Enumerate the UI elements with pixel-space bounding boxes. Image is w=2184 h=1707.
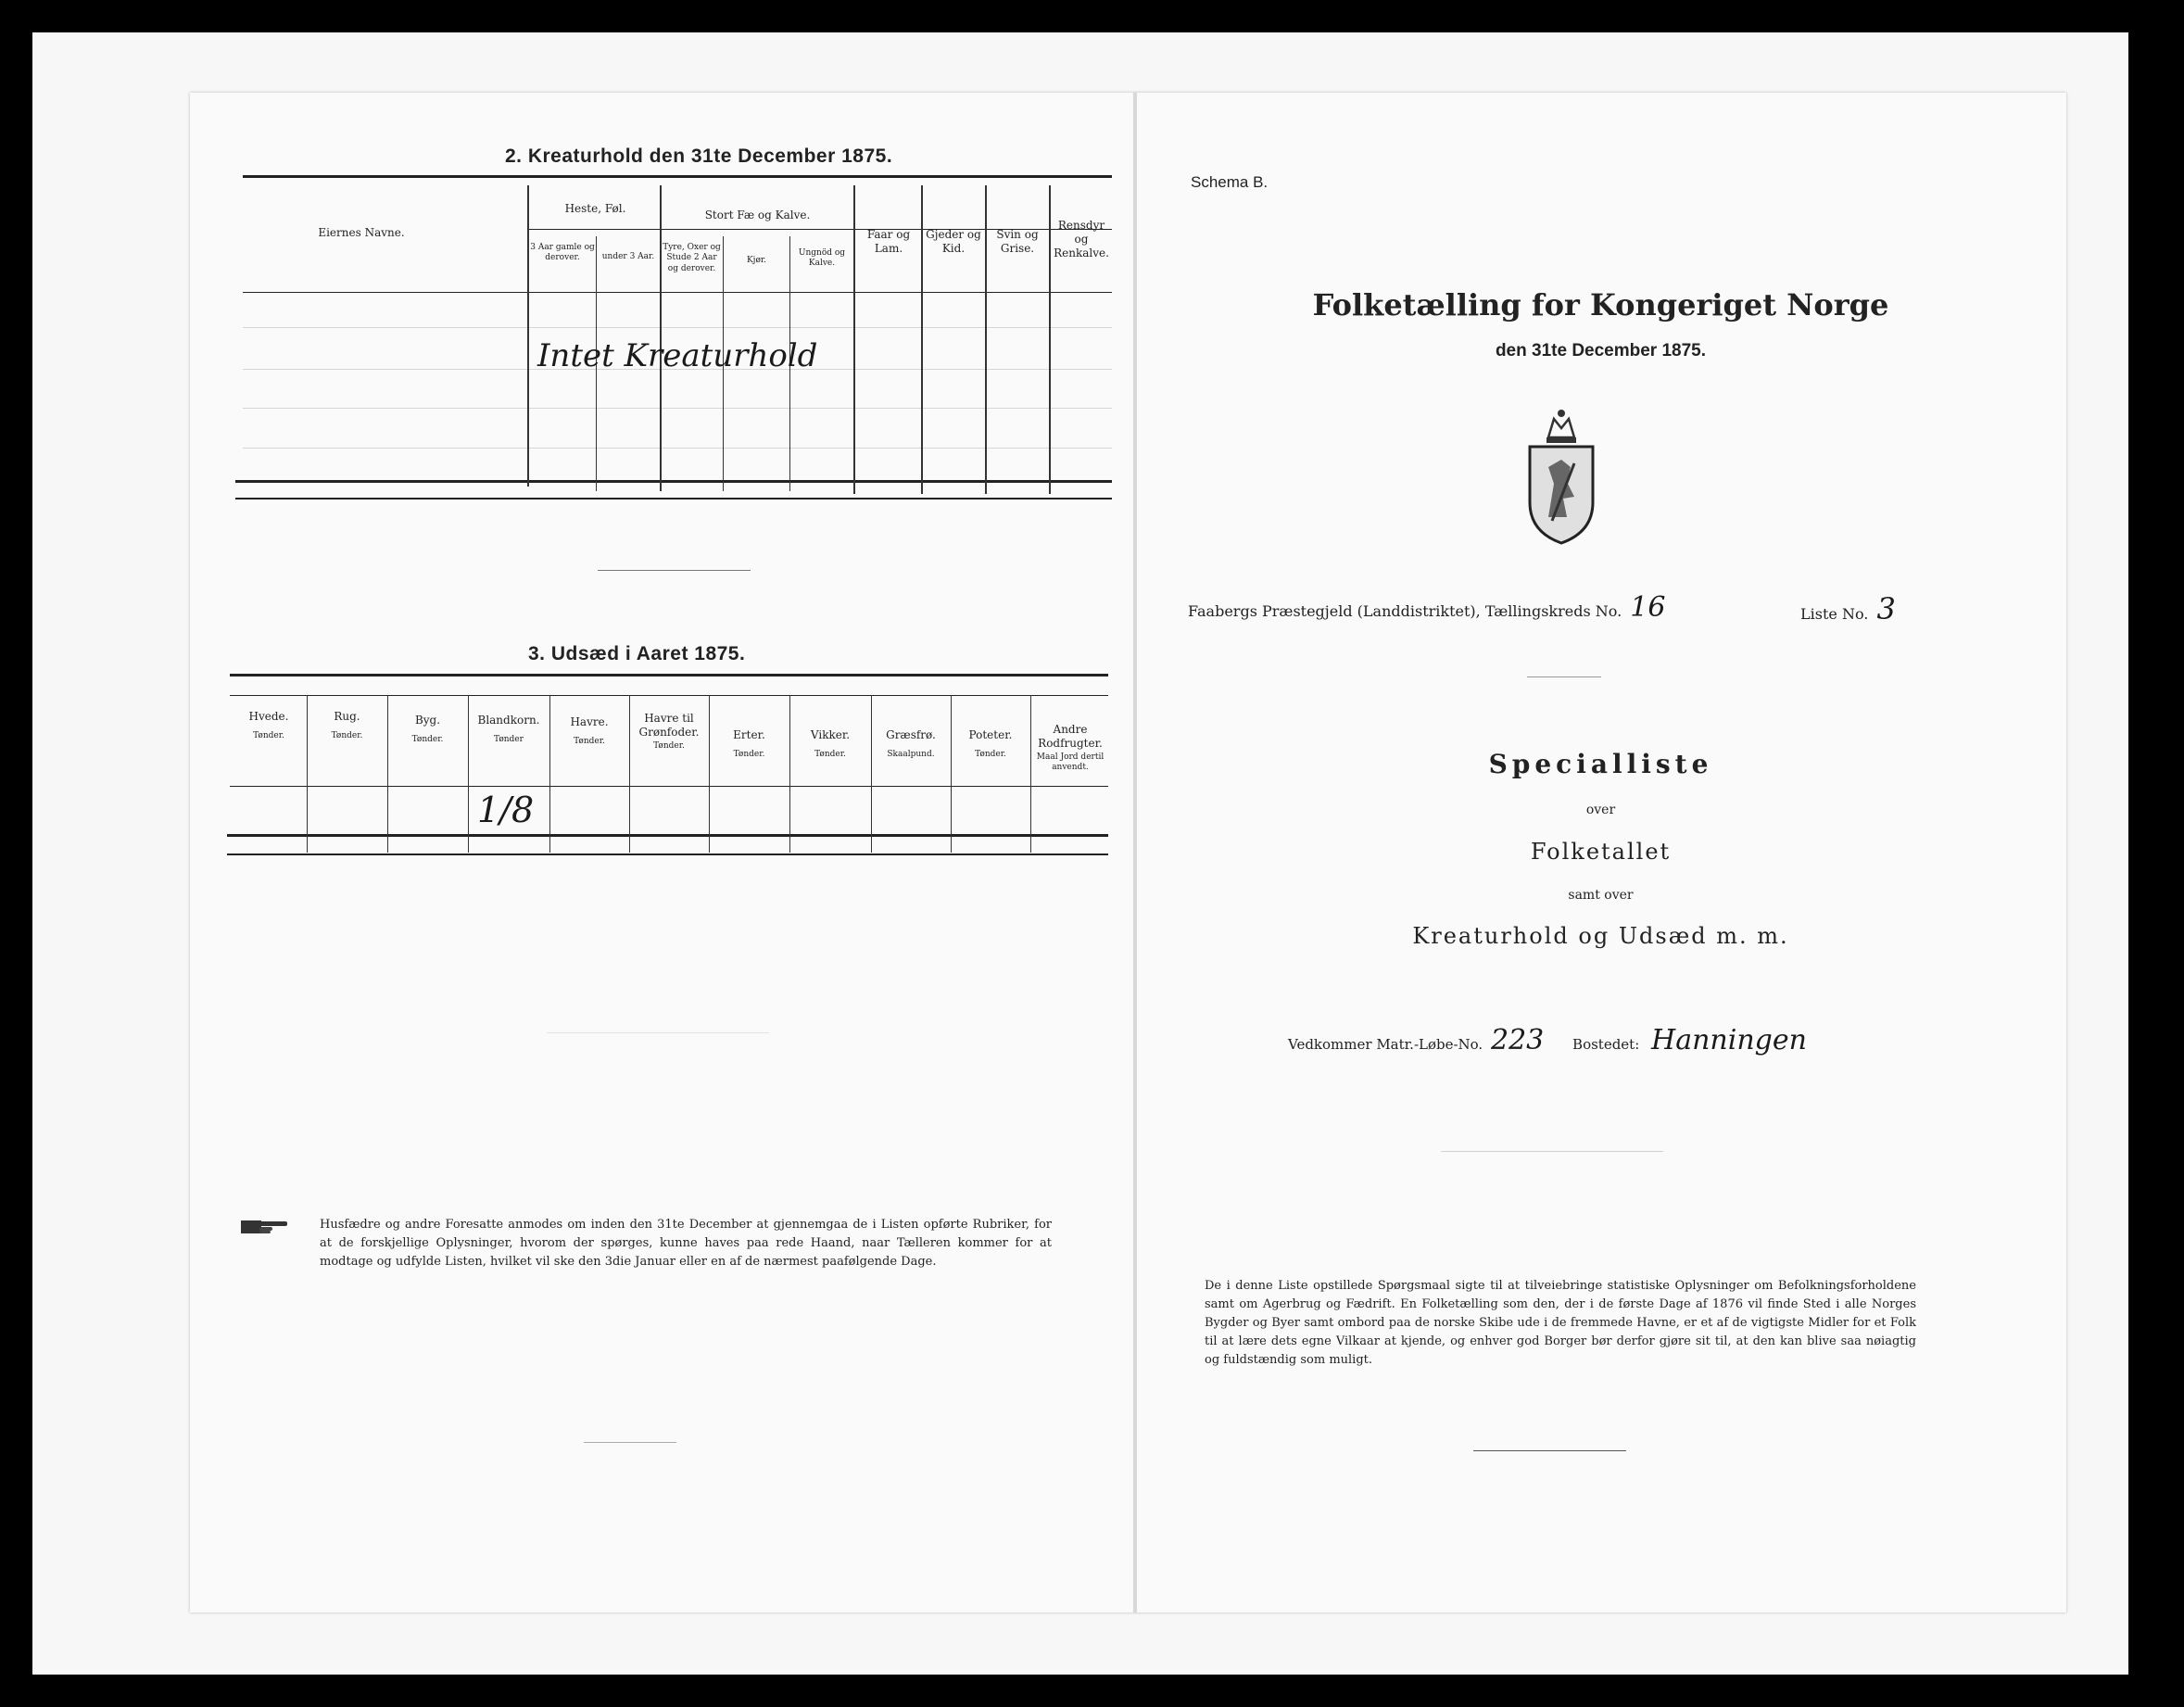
handwritten-intet-kreaturhold: Intet Kreaturhold <box>537 337 818 374</box>
col-divider <box>871 695 872 853</box>
rensdyr-header: Rensdyr og Renkalve. <box>1054 219 1109 259</box>
faar-header: Faar og Lam. <box>866 228 911 255</box>
handwritten-blandkorn-value: 1/8 <box>477 790 535 830</box>
section3-top-rule-2 <box>230 695 1108 696</box>
section2-bottom-rule <box>235 480 1112 483</box>
udsaed-col-erter: Erter. Tønder. <box>733 728 765 759</box>
section3-bottom-rule-2 <box>227 854 1108 855</box>
col-divider <box>1030 695 1031 853</box>
district-label: Faabergs Præstegjeld (Landdistriktet), Tællingskreds No. <box>1188 602 1622 620</box>
col-divider <box>789 695 790 853</box>
handwritten-matr-no: 223 <box>1491 1024 1545 1056</box>
handwritten-bosted: Hanningen <box>1651 1024 1807 1056</box>
section3-top-rule <box>230 674 1108 676</box>
district-line <box>1188 591 1665 624</box>
udsaed-col-havre: Havre. Tønder. <box>570 715 609 746</box>
udsaed-col-byg: Byg. Tønder. <box>411 714 444 744</box>
bosted-label: Bostedet: <box>1572 1036 1640 1053</box>
section2-bottom-rule-2 <box>235 498 1112 499</box>
specialliste-title: Specialliste <box>1488 749 1713 779</box>
handwritten-district-no: 16 <box>1630 591 1666 624</box>
matr-label: Vedkommer Matr.-Løbe-No. <box>1288 1036 1483 1053</box>
separator <box>598 570 751 571</box>
udsaed-col-havre-gronfoder: Havre til Grønfoder. Tønder. <box>638 712 700 751</box>
right-note-text: De i denne Liste opstillede Spørgsmaal sigte til at tilveiebringe statistiske Oplysninger om Befolkningsforholdene samt om Agerbrug og Fædrift. En Folketælling som den, der i de første Dage af 1876 vil finde Sted i alle Norges Bygder og Byer samt ombord paa de norske Skibe ude i de fremmede Havne, er et af de vigtigste Midler for et Folk til at lære dets egne Vilkaar at kjende, og enhver god Borger bør derfor gjøre sit til, at den kan blive saa nøiagtig og fuldstændig som muligt. <box>1205 1279 1916 1367</box>
faint-line <box>1441 1151 1663 1152</box>
section3-bottom-rule <box>227 834 1108 837</box>
schema-label: Schema B. <box>1191 173 1269 191</box>
col-divider <box>951 695 952 853</box>
section3-header-rule <box>230 786 1108 787</box>
norway-coat-of-arms-icon <box>1521 406 1602 547</box>
samt-over-text: samt over <box>1568 888 1634 903</box>
separator <box>584 1442 676 1443</box>
kreaturhold-udsaed-text: Kreaturhold og Udsæd m. m. <box>1412 923 1789 949</box>
section2-row-line <box>243 327 1112 328</box>
heste-header: Heste, Føl. <box>564 202 626 215</box>
udsaed-col-blandkorn: Blandkorn. Tønder <box>477 714 540 744</box>
main-title: Folketælling for Kongeriget Norge <box>1312 287 1889 322</box>
separator <box>1527 676 1601 677</box>
stort-sub-2: Kjør. <box>746 256 767 265</box>
owner-header: Eiernes Navne. <box>318 226 405 239</box>
liste-label: Liste No. <box>1800 605 1869 623</box>
stort-header: Stort Fæ og Kalve. <box>704 209 811 221</box>
heste-sub-1: 3 Aar gamle og derover. <box>530 243 595 263</box>
section2-row-line <box>243 448 1112 449</box>
udsaed-col-poteter: Poteter. Tønder. <box>968 728 1013 759</box>
matr-line <box>1288 1024 1807 1056</box>
udsaed-col-vikker: Vikker. Tønder. <box>810 728 851 759</box>
heste-sub-2: under 3 Aar. <box>601 252 655 261</box>
stort-sub-1: Tyre, Oxer og Stude 2 Aar og derover. <box>663 243 721 273</box>
col-divider <box>527 185 529 487</box>
folketallet-text: Folketallet <box>1530 839 1672 865</box>
svin-header: Svin og Grise. <box>996 228 1039 255</box>
section2-title: 2. Kreaturhold den 31te December 1875. <box>505 145 893 167</box>
faint-line <box>547 1032 769 1033</box>
section3-title: 3. Udsæd i Aaret 1875. <box>528 643 746 664</box>
main-date: den 31te December 1875. <box>1495 341 1707 360</box>
pointing-hand-icon <box>241 1218 289 1236</box>
section2-row-line <box>243 408 1112 409</box>
over-text: over <box>1585 803 1616 817</box>
udsaed-col-graesfro: Græsfrø. Skaalpund. <box>886 728 936 759</box>
udsaed-col-andre: Andre Rodfrugter. Maal Jord dertil anvendt. <box>1036 723 1105 773</box>
col-divider <box>709 695 710 853</box>
notice-text: Husfædre og andre Foresatte anmodes om inden den 31te December at gjennemgaa de i Listen opførte Rubriker, for at de forskjellige Oplysninger, hvorom der spørges, kunne haves paa rede Haand, naar Tælleren kommer for at modtage og udfylde Listen, hvilket vil ske den 3die Januar eller en af de nærmest paafølgende Dage. <box>320 1218 1052 1269</box>
separator <box>1473 1450 1626 1451</box>
liste-line <box>1800 591 1896 626</box>
udsaed-col-hvede: Hvede. Tønder. <box>248 710 289 740</box>
stort-sub-3: Ungnöd og Kalve. <box>798 248 846 269</box>
gjeder-header: Gjeder og Kid. <box>926 228 981 255</box>
col-divider <box>853 185 855 494</box>
handwritten-liste-no: 3 <box>1876 591 1896 626</box>
left-page <box>190 93 1135 1612</box>
section2-header-rule <box>243 292 1112 293</box>
section2-top-rule <box>243 175 1112 178</box>
udsaed-col-rug: Rug. Tønder. <box>331 710 363 740</box>
